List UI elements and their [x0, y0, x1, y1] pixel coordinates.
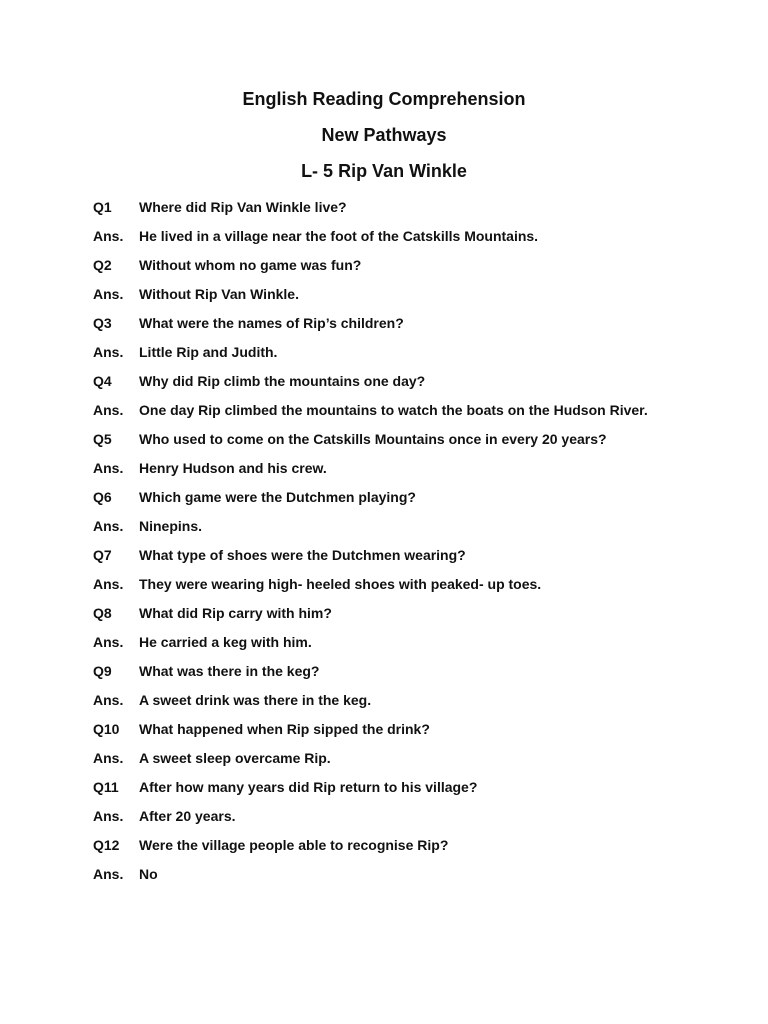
answer-text: After 20 years.	[139, 807, 236, 824]
question-text: What happened when Rip sipped the drink?	[139, 720, 430, 737]
question-number: Q7	[93, 546, 112, 563]
question-number: Q3	[93, 314, 112, 331]
question-text: Which game were the Dutchmen playing?	[139, 488, 416, 505]
question-row	[93, 366, 733, 395]
answer-text: One day Rip climbed the mountains to watch the boats on the Hudson River.	[139, 401, 648, 418]
question-number: Q12	[93, 836, 120, 853]
answer-text: They were wearing high- heeled shoes with peaked- up toes.	[139, 575, 542, 592]
question-text: What was there in the keg?	[139, 662, 320, 679]
question-row	[93, 250, 733, 279]
question-number: Q10	[93, 720, 120, 737]
question-row	[93, 482, 733, 511]
question-row	[93, 714, 733, 743]
answer-label: Ans.	[93, 401, 124, 418]
answer-row	[93, 279, 733, 308]
question-row	[93, 598, 733, 627]
answer-row	[93, 859, 733, 888]
answer-label: Ans.	[93, 633, 124, 650]
answer-row	[93, 801, 733, 830]
question-number: Q5	[93, 430, 112, 447]
lesson-title: L- 5 Rip Van Winkle	[301, 161, 467, 181]
answer-text: He lived in a village near the foot of the Catskills Mountains.	[139, 227, 539, 244]
question-row	[93, 192, 733, 221]
question-row	[93, 772, 733, 801]
question-text: Where did Rip Van Winkle live?	[139, 198, 347, 215]
answer-row	[93, 395, 733, 424]
document-subtitle: New Pathways	[321, 125, 447, 145]
answer-row	[93, 569, 733, 598]
question-row	[93, 656, 733, 685]
question-number: Q2	[93, 256, 112, 273]
question-row	[93, 424, 733, 453]
question-number: Q8	[93, 604, 112, 621]
question-row	[93, 540, 733, 569]
answer-row	[93, 511, 733, 540]
answer-row	[93, 627, 733, 656]
answer-label: Ans.	[93, 575, 124, 592]
question-number: Q9	[93, 662, 112, 679]
answer-text: He carried a keg with him.	[139, 633, 312, 650]
question-answer-list	[93, 192, 733, 888]
answer-text: No	[139, 865, 158, 882]
question-text: Were the village people able to recognise Rip?	[139, 836, 449, 853]
question-number: Q6	[93, 488, 112, 505]
answer-row	[93, 453, 733, 482]
question-number: Q4	[93, 372, 112, 389]
question-row	[93, 830, 733, 859]
answer-label: Ans.	[93, 691, 124, 708]
answer-text: A sweet drink was there in the keg.	[139, 691, 372, 708]
answer-label: Ans.	[93, 807, 124, 824]
answer-text: A sweet sleep overcame Rip.	[139, 749, 331, 766]
answer-row	[93, 685, 733, 714]
answer-label: Ans.	[93, 227, 124, 244]
question-text: Why did Rip climb the mountains one day?	[139, 372, 426, 389]
answer-label: Ans.	[93, 459, 124, 476]
question-row	[93, 308, 733, 337]
answer-text: Henry Hudson and his crew.	[139, 459, 327, 476]
answer-label: Ans.	[93, 865, 124, 882]
answer-text: Little Rip and Judith.	[139, 343, 278, 360]
question-text: Who used to come on the Catskills Mountains once in every 20 years?	[139, 430, 607, 447]
answer-label: Ans.	[93, 285, 124, 302]
answer-row	[93, 221, 733, 250]
document-title: English Reading Comprehension	[242, 89, 526, 109]
question-text: What type of shoes were the Dutchmen wearing?	[139, 546, 466, 563]
question-number: Q1	[93, 198, 112, 215]
question-text: After how many years did Rip return to his village?	[139, 778, 478, 795]
question-text: Without whom no game was fun?	[139, 256, 362, 273]
answer-text: Without Rip Van Winkle.	[139, 285, 299, 302]
answer-label: Ans.	[93, 517, 124, 534]
question-text: What were the names of Rip’s children?	[139, 314, 404, 331]
answer-label: Ans.	[93, 343, 124, 360]
question-number: Q11	[93, 778, 119, 795]
answer-label: Ans.	[93, 749, 124, 766]
question-text: What did Rip carry with him?	[139, 604, 332, 621]
answer-row	[93, 337, 733, 366]
answer-text: Ninepins.	[139, 517, 203, 534]
answer-row	[93, 743, 733, 772]
